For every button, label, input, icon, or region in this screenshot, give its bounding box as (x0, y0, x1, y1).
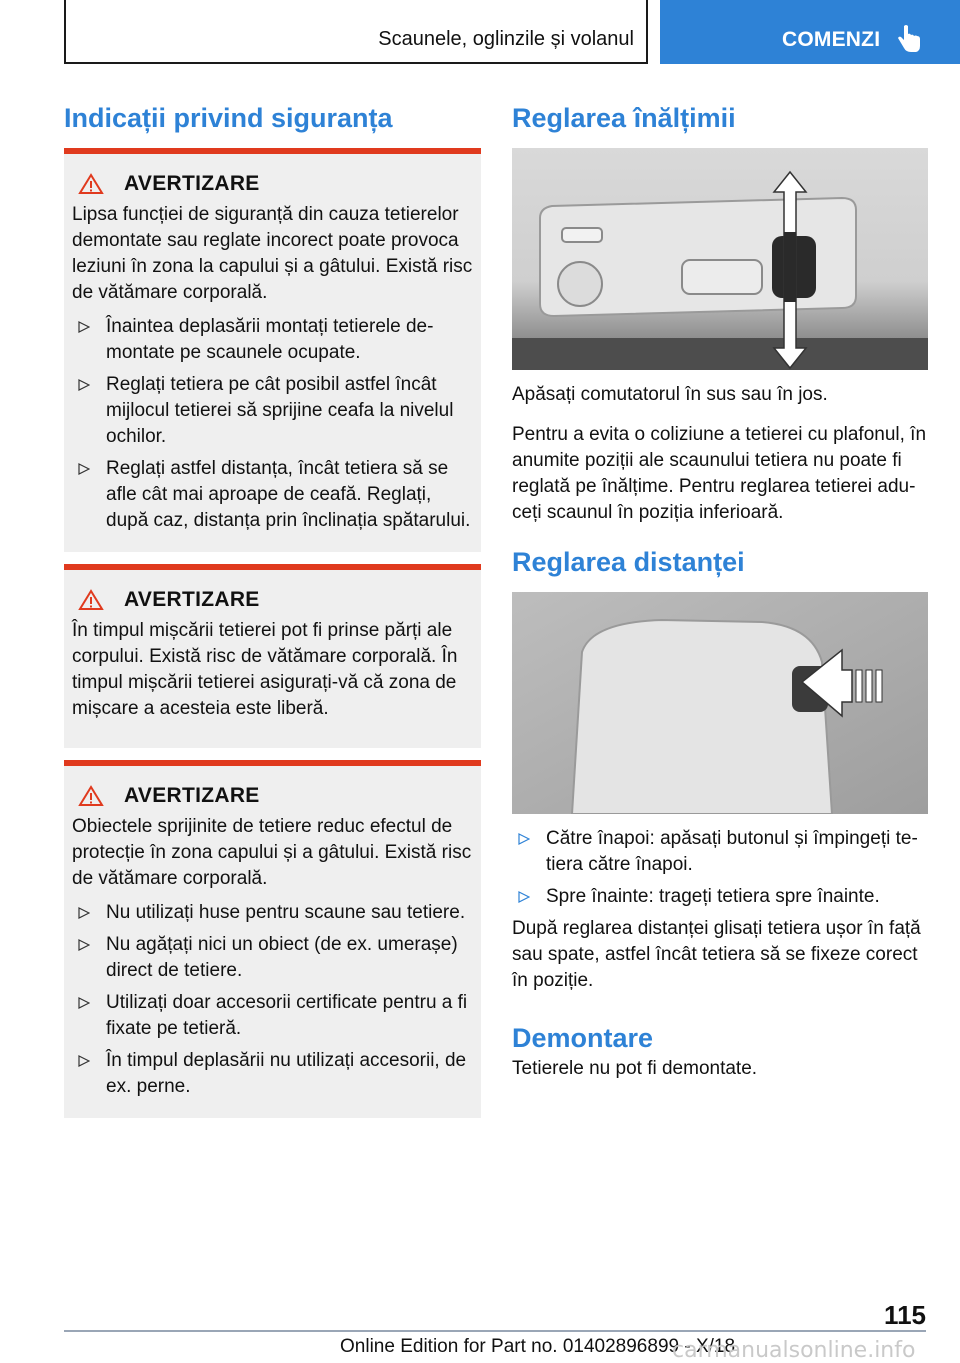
warning-box-3 (64, 760, 481, 1118)
distance-note: După reglarea distanței glisați tetiera ușor în față sau spate, astfel încât tetiera să se fixeze corect în poziție. (512, 918, 921, 991)
page-number: 115 (884, 1300, 926, 1330)
list-item: Reglați astfel distanța, încât tetiera să se afle cât mai aproape de ceafă. Reglați, după caz, distanța prin înclinația spătarului. (72, 456, 473, 534)
bullet-triangle-icon (78, 939, 90, 951)
warning-heading: AVERTIZARE (124, 784, 260, 807)
distance-bullets (512, 826, 928, 910)
list-item: În timpul deplasării nu utilizați accesorii, de ex. perne. (72, 1048, 473, 1100)
height-switch-photo (512, 148, 928, 370)
list-item: Spre înainte: trageți tetiera spre înainte. (512, 884, 928, 910)
bullet-triangle-icon (78, 1055, 90, 1067)
bullet-triangle-icon (78, 997, 90, 1009)
warning-heading: AVERTIZARE (124, 588, 260, 611)
nav-comenzi-tab[interactable] (660, 0, 960, 64)
list-item: Către înapoi: apăsați butonul și împingeți te-tiera către înapoi. (512, 826, 928, 878)
removal-text: Tetierele nu pot fi demontate. (512, 1058, 758, 1079)
distance-title: Reglarea distanței (512, 547, 745, 577)
nav-comenzi-label: COMENZI (782, 28, 881, 51)
bullet-triangle-icon (78, 321, 90, 333)
warning-text: În timpul mișcării tetierei pot fi prinse părți ale corpului. Există risc de vătămare corporală. În timpul mișcării tetierei asigurați-vă că zona de mișcare a acesteia este liberă. (72, 620, 458, 719)
list-item: Nu agățați nici un obiect (de ex. umerașe) direct de tetiere. (72, 932, 473, 984)
bullet-triangle-icon (78, 463, 90, 475)
warning-triangle-icon (78, 785, 104, 807)
height-note: Pentru a evita o coliziune a tetierei cu plafonul, în anumite poziții ale scaunului tetiera nu poate fi reglată pe înălțime. Pentru reglarea tetierei adu-ceți scaunul în poziția inferioară. (512, 424, 927, 523)
header-section-box (64, 0, 648, 64)
height-title: Reglarea înălțimii (512, 103, 736, 133)
warning-heading: AVERTIZARE (124, 172, 260, 195)
warning-triangle-icon (78, 589, 104, 611)
warning-box-2 (64, 564, 481, 748)
height-instruction: Apăsați comutatorul în sus sau în jos. (512, 384, 828, 405)
warning-text: Obiectele sprijinite de tetiere reduc efectul de protecție în zona capului și a gâtului. Există risc de vătămare corporală. (72, 816, 472, 889)
bullet-triangle-icon (518, 833, 530, 845)
safety-title: Indicații privind siguranța (64, 103, 393, 133)
edition-text: Online Edition for Part no. 01402896899 - X/18 (340, 1336, 736, 1357)
list-item: Utilizați doar accesorii certificate pentru a fi fixate pe tetieră. (72, 990, 473, 1042)
list-item: Reglați tetiera pe cât posibil astfel încât mijlocul tetierei să sprijine ceafa la nivelul ochilor. (72, 372, 473, 450)
bullet-triangle-icon (78, 907, 90, 919)
warning-bullets (72, 900, 473, 1100)
warning-box-1 (64, 148, 481, 552)
warning-text: Lipsa funcției de siguranță din cauza tetierelor demontate sau reglate incorect poate provoca leziuni în zona la capului și a gâtului. Există risc de vătămare corporală. (72, 204, 473, 303)
removal-title: Demontare (512, 1023, 654, 1053)
distance-button-photo (512, 592, 928, 814)
watermark: carmanualsonline.info (672, 1338, 916, 1363)
footer-divider (64, 1330, 926, 1332)
section-title: Scaunele, oglinzile și volanul (378, 28, 634, 50)
list-item: Nu utilizați huse pentru scaune sau tetiere. (72, 900, 473, 926)
warning-bullets (72, 314, 473, 534)
bullet-triangle-icon (78, 379, 90, 391)
pointing-hand-icon (896, 24, 922, 54)
bullet-triangle-icon (518, 891, 530, 903)
list-item: Înaintea deplasării montați tetierele de-montate pe scaunele ocupate. (72, 314, 473, 366)
adjustment-column (512, 100, 928, 1082)
warning-triangle-icon (78, 173, 104, 195)
safety-column (64, 100, 481, 1118)
